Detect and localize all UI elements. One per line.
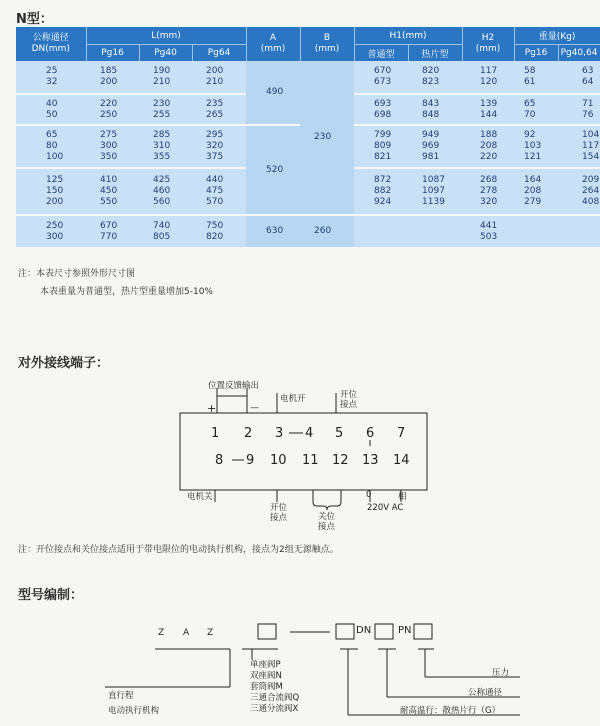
th-L: L(mm) xyxy=(86,27,246,45)
valve-type: 单座阀P xyxy=(250,660,281,670)
actuator-label: 电动执行机构 xyxy=(108,706,160,716)
open-contact-2-label: 开位 接点 xyxy=(270,503,288,523)
temp-type-label: 耐高温行：散热片行（G） xyxy=(400,706,501,716)
cell: 188 208 220 xyxy=(462,125,514,168)
cell: 185 200 xyxy=(86,61,139,94)
cell-A: 490 xyxy=(246,61,300,125)
cell: 235 265 xyxy=(192,94,246,125)
valve-types-list xyxy=(250,660,299,715)
voltage-label: 220V AC xyxy=(367,503,404,513)
cell-A: 630 xyxy=(246,215,300,248)
motor-close-label: 电机关 xyxy=(187,492,213,502)
th-sub: Pg16 xyxy=(514,45,558,62)
th-H1: H1(mm) xyxy=(354,27,462,45)
model-z1: Z xyxy=(158,628,165,638)
terminal-2: 2 xyxy=(244,426,253,441)
cell: 92 103 121 xyxy=(514,125,558,168)
terminal-13: 13 xyxy=(362,453,379,468)
zero-label: 0 xyxy=(366,490,372,500)
note-2: 本表重量为普通型，热片型重量增加5-10% xyxy=(40,287,213,297)
cell: 799 809 821 xyxy=(354,125,408,168)
cell: 425 460 560 xyxy=(139,168,192,215)
cell-dn: 250 300 xyxy=(16,215,86,248)
cell: 220 250 xyxy=(86,94,139,125)
terminal-title: 对外接线端子： xyxy=(18,356,110,371)
th-B: B (mm) xyxy=(300,27,354,61)
cell: 740 805 xyxy=(139,215,192,248)
cell: 441 503 xyxy=(462,215,514,248)
model-z2: Z xyxy=(207,628,214,638)
th-A: A (mm) xyxy=(246,27,300,61)
cell: 275 300 350 xyxy=(86,125,139,168)
terminal-11: 11 xyxy=(302,453,319,468)
th-sub: 普通型 xyxy=(354,45,408,62)
valve-type: 三通分流阀X xyxy=(250,704,299,714)
cell: 285 310 355 xyxy=(139,125,192,168)
cell: 295 320 375 xyxy=(192,125,246,168)
th-weight: 重量(Kg) xyxy=(514,27,600,45)
close-contact-label: 关位 接点 xyxy=(318,512,336,532)
terminal-9: 9 xyxy=(246,453,255,468)
th-sub: Pg40 xyxy=(139,45,192,62)
terminal-3: 3 xyxy=(275,426,284,441)
cell: 949 969 981 xyxy=(408,125,462,168)
nominal-diameter-label: 公称通径 xyxy=(468,688,503,698)
note-1: 注：本表尺寸参照外形尺寸图 xyxy=(18,269,136,279)
cell xyxy=(408,215,462,248)
model-title: 型号编制： xyxy=(18,588,84,603)
cell: 230 255 xyxy=(139,94,192,125)
cell xyxy=(514,215,558,248)
cell: 200 210 xyxy=(192,61,246,94)
cell-dn: 25 32 xyxy=(16,61,86,94)
terminal-4: 4 xyxy=(305,426,314,441)
cell: 71 76 xyxy=(558,94,600,125)
terminal-8: 8 xyxy=(215,453,224,468)
cell: 440 475 570 xyxy=(192,168,246,215)
terminal-1: 1 xyxy=(211,426,220,441)
cell: 65 70 xyxy=(514,94,558,125)
cell-dn: 65 80 100 xyxy=(16,125,86,168)
th-sub: Pg16 xyxy=(86,45,139,62)
cell: 117 120 xyxy=(462,61,514,94)
valve-type: 套筒阀M xyxy=(250,682,283,692)
table-row xyxy=(16,61,600,94)
valve-type: 双座阀N xyxy=(250,671,282,681)
cell: 670 770 xyxy=(86,215,139,248)
cell: 164 208 279 xyxy=(514,168,558,215)
cell: 693 698 xyxy=(354,94,408,125)
motor-open-label: 电机开 xyxy=(280,394,306,404)
stroke-label: 直行程 xyxy=(108,691,134,701)
cell xyxy=(354,215,408,248)
terminal-7: 7 xyxy=(397,426,406,441)
terminal-14: 14 xyxy=(393,453,410,468)
table-row xyxy=(16,215,600,248)
cell: 750 820 xyxy=(192,215,246,248)
cell: 670 673 xyxy=(354,61,408,94)
cell: 209 264 408 xyxy=(558,168,600,215)
minus-label: — xyxy=(250,403,259,413)
cell-dn: 125 150 200 xyxy=(16,168,86,215)
cell xyxy=(558,215,600,248)
model-a: A xyxy=(183,628,190,638)
cell-B: 260 xyxy=(300,215,354,248)
cell: 410 450 550 xyxy=(86,168,139,215)
cell: 58 61 xyxy=(514,61,558,94)
cell: 268 278 320 xyxy=(462,168,514,215)
plus-label: + xyxy=(207,402,217,415)
terminal-12: 12 xyxy=(332,453,349,468)
pressure-label: 压力 xyxy=(492,668,510,678)
th-sub: Pg40,64 xyxy=(558,45,600,62)
cell: 843 848 xyxy=(408,94,462,125)
cell: 63 64 xyxy=(558,61,600,94)
th-sub: 热片型 xyxy=(408,45,462,62)
terminal-5: 5 xyxy=(335,426,344,441)
cell-dn: 40 50 xyxy=(16,94,86,125)
cell: 872 882 924 xyxy=(354,168,408,215)
cell: 104 117 154 xyxy=(558,125,600,168)
cell: 820 823 xyxy=(408,61,462,94)
model-pn: PN xyxy=(398,625,412,636)
terminal-6: 6 xyxy=(366,426,375,441)
cell: 139 144 xyxy=(462,94,514,125)
open-contact-label: 开位 接点 xyxy=(340,390,358,410)
cell: 1087 1097 1139 xyxy=(408,168,462,215)
n-type-title: N型： xyxy=(16,12,53,27)
phase-label: 相 xyxy=(398,492,407,502)
valve-type: 三通合流阀Q xyxy=(250,693,300,703)
cell-B: 230 xyxy=(300,61,354,215)
spec-table xyxy=(16,27,600,249)
cell: 190 210 xyxy=(139,61,192,94)
terminal-10: 10 xyxy=(270,453,287,468)
position-feedback-label: 位置反馈输出 xyxy=(208,381,260,391)
terminal-note: 注：开位接点和关位接点适用于带电限位的电动执行机构，接点为2组无源触点。 xyxy=(18,545,339,555)
model-dn: DN xyxy=(356,625,372,636)
th-sub: Pg64 xyxy=(192,45,246,62)
th-dn: 公称通径 DN(mm) xyxy=(16,27,86,61)
cell-A: 520 xyxy=(246,125,300,215)
th-H2: H2 (mm) xyxy=(462,27,514,61)
